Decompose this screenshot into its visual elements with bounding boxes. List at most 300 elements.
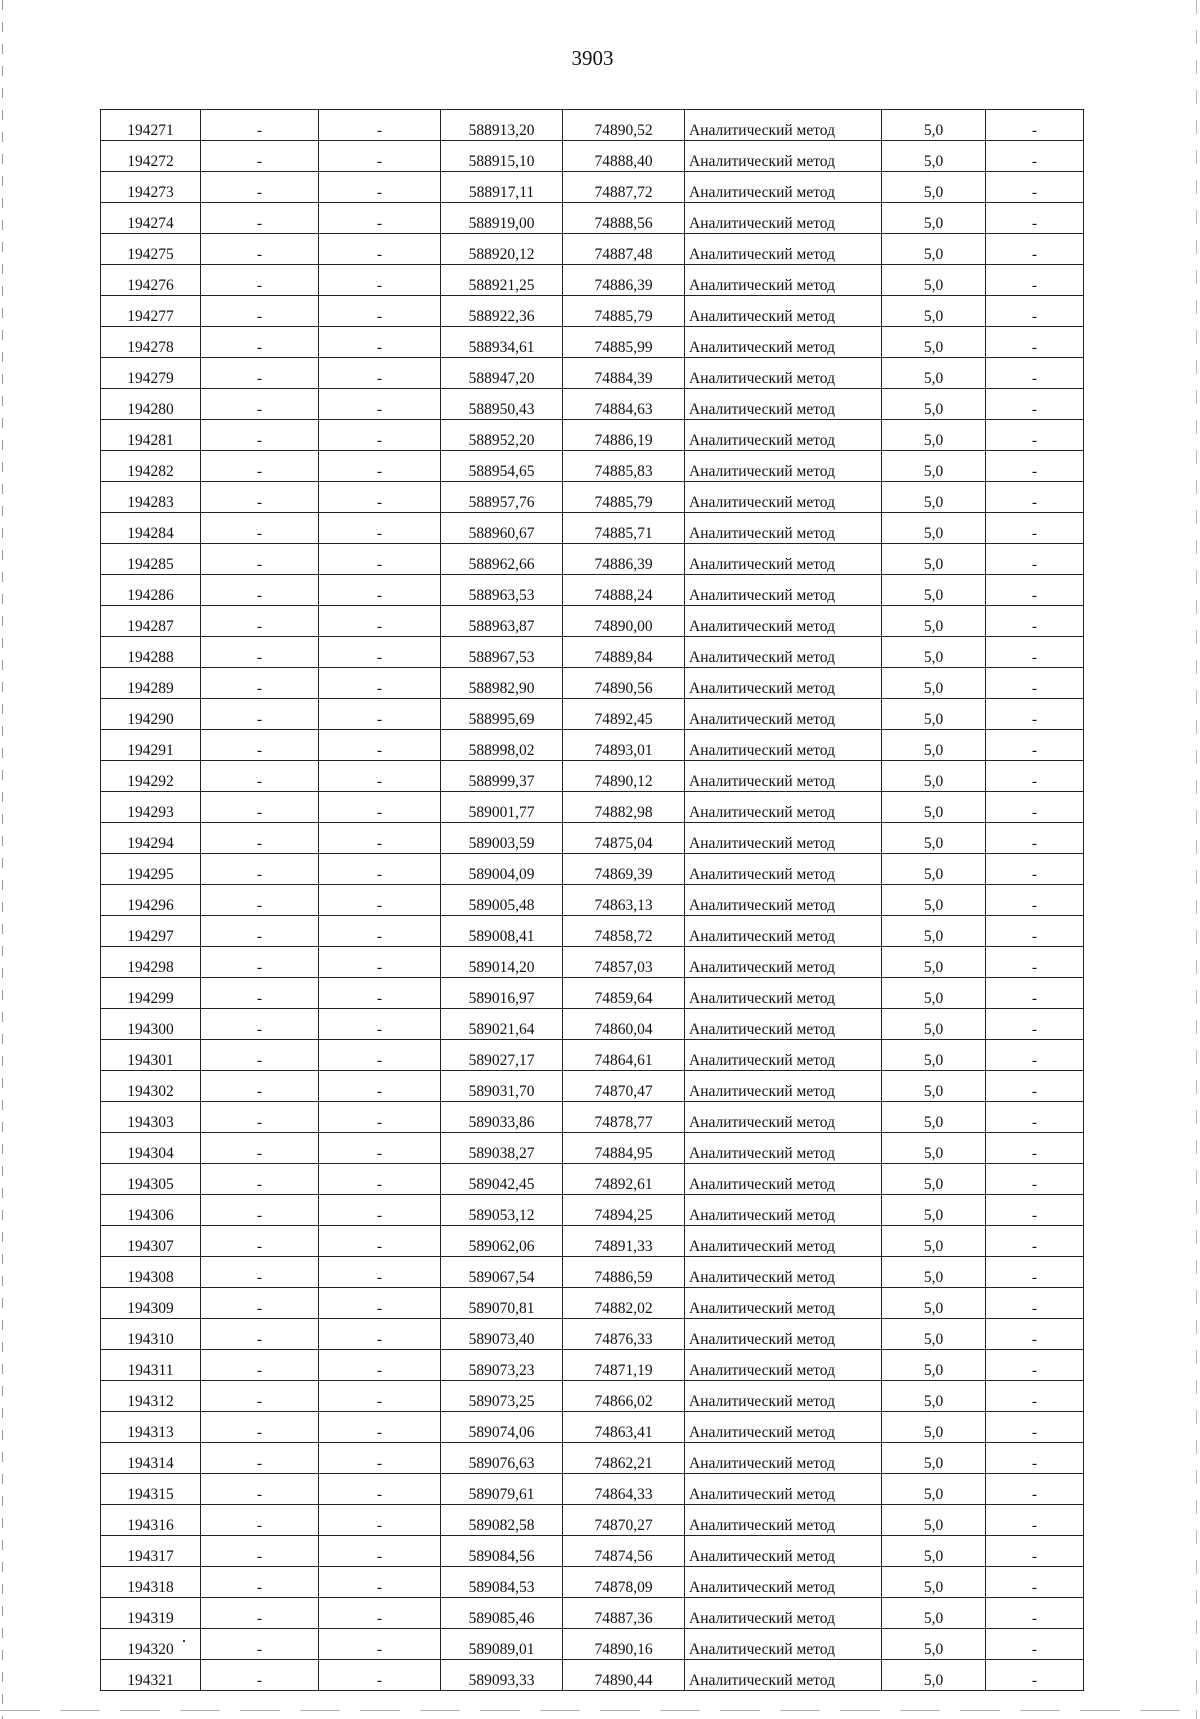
accuracy-cell: 5,0 (882, 1257, 986, 1288)
y-coordinate-cell: 74887,72 (563, 172, 685, 203)
column-2-cell: - (201, 1040, 319, 1071)
column-2-cell: - (201, 1536, 319, 1567)
column-3-cell: - (319, 1288, 441, 1319)
x-coordinate-cell: 588962,66 (441, 544, 563, 575)
method-cell: Аналитический метод (685, 854, 882, 885)
column-3-cell: - (319, 1257, 441, 1288)
point-id-cell: 194274 (101, 203, 201, 234)
x-coordinate-cell: 589062,06 (441, 1226, 563, 1257)
method-cell: Аналитический метод (685, 1474, 882, 1505)
scan-edge-right (1196, 0, 1197, 1719)
column-3-cell: - (319, 1505, 441, 1536)
x-coordinate-cell: 588995,69 (441, 699, 563, 730)
column-8-cell: - (986, 1009, 1084, 1040)
table-row (101, 358, 1084, 389)
y-coordinate-cell: 74863,41 (563, 1412, 685, 1443)
table-row (101, 1195, 1084, 1226)
column-2-cell: - (201, 110, 319, 141)
method-cell: Аналитический метод (685, 1536, 882, 1567)
table-row (101, 327, 1084, 358)
column-8-cell: - (986, 1505, 1084, 1536)
y-coordinate-cell: 74885,79 (563, 296, 685, 327)
y-coordinate-cell: 74890,52 (563, 110, 685, 141)
column-2-cell: - (201, 451, 319, 482)
table-row (101, 141, 1084, 172)
point-id-cell: 194315 (101, 1474, 201, 1505)
method-cell: Аналитический метод (685, 482, 882, 513)
column-3-cell: - (319, 1536, 441, 1567)
y-coordinate-cell: 74859,64 (563, 978, 685, 1009)
x-coordinate-cell: 588982,90 (441, 668, 563, 699)
column-2-cell: - (201, 885, 319, 916)
column-2-cell: - (201, 203, 319, 234)
column-2-cell: - (201, 792, 319, 823)
method-cell: Аналитический метод (685, 296, 882, 327)
point-id-cell: 194289 (101, 668, 201, 699)
point-id-cell: 194287 (101, 606, 201, 637)
point-id-cell: 194316 (101, 1505, 201, 1536)
accuracy-cell: 5,0 (882, 1071, 986, 1102)
x-coordinate-cell: 588934,61 (441, 327, 563, 358)
point-id-cell: 194298 (101, 947, 201, 978)
x-coordinate-cell: 589008,41 (441, 916, 563, 947)
column-2-cell: - (201, 1412, 319, 1443)
column-2-cell: - (201, 265, 319, 296)
column-8-cell: - (986, 1412, 1084, 1443)
method-cell: Аналитический метод (685, 172, 882, 203)
table-row (101, 1381, 1084, 1412)
y-coordinate-cell: 74890,12 (563, 761, 685, 792)
column-3-cell: - (319, 730, 441, 761)
method-cell: Аналитический метод (685, 761, 882, 792)
column-2-cell: - (201, 1629, 319, 1660)
table-row (101, 1009, 1084, 1040)
x-coordinate-cell: 589005,48 (441, 885, 563, 916)
column-3-cell: - (319, 916, 441, 947)
x-coordinate-cell: 589074,06 (441, 1412, 563, 1443)
table-row (101, 1257, 1084, 1288)
column-2-cell: - (201, 482, 319, 513)
column-3-cell: - (319, 1412, 441, 1443)
column-3-cell: - (319, 420, 441, 451)
column-8-cell: - (986, 1381, 1084, 1412)
method-cell: Аналитический метод (685, 1505, 882, 1536)
point-id-cell: 194303 (101, 1102, 201, 1133)
column-2-cell: - (201, 544, 319, 575)
method-cell: Аналитический метод (685, 637, 882, 668)
y-coordinate-cell: 74887,48 (563, 234, 685, 265)
accuracy-cell: 5,0 (882, 730, 986, 761)
method-cell: Аналитический метод (685, 575, 882, 606)
method-cell: Аналитический метод (685, 1381, 882, 1412)
point-id-cell: 194293 (101, 792, 201, 823)
method-cell: Аналитический метод (685, 1443, 882, 1474)
column-8-cell: - (986, 203, 1084, 234)
column-3-cell: - (319, 1350, 441, 1381)
column-8-cell: - (986, 978, 1084, 1009)
column-3-cell: - (319, 482, 441, 513)
y-coordinate-cell: 74888,24 (563, 575, 685, 606)
y-coordinate-cell: 74882,02 (563, 1288, 685, 1319)
method-cell: Аналитический метод (685, 606, 882, 637)
y-coordinate-cell: 74862,21 (563, 1443, 685, 1474)
accuracy-cell: 5,0 (882, 358, 986, 389)
accuracy-cell: 5,0 (882, 110, 986, 141)
y-coordinate-cell: 74890,44 (563, 1660, 685, 1691)
point-id-cell: 194286 (101, 575, 201, 606)
column-2-cell: - (201, 854, 319, 885)
x-coordinate-cell: 589073,25 (441, 1381, 563, 1412)
column-3-cell: - (319, 1226, 441, 1257)
y-coordinate-cell: 74857,03 (563, 947, 685, 978)
point-id-cell: 194320 (101, 1629, 201, 1660)
column-3-cell: - (319, 110, 441, 141)
method-cell: Аналитический метод (685, 110, 882, 141)
column-3-cell: - (319, 1133, 441, 1164)
column-2-cell: - (201, 1226, 319, 1257)
method-cell: Аналитический метод (685, 1350, 882, 1381)
point-id-cell: 194280 (101, 389, 201, 420)
method-cell: Аналитический метод (685, 1102, 882, 1133)
column-3-cell: - (319, 1164, 441, 1195)
column-8-cell: - (986, 358, 1084, 389)
point-id-cell: 194310 (101, 1319, 201, 1350)
table-row (101, 916, 1084, 947)
y-coordinate-cell: 74863,13 (563, 885, 685, 916)
column-8-cell: - (986, 668, 1084, 699)
method-cell: Аналитический метод (685, 947, 882, 978)
point-id-cell: 194273 (101, 172, 201, 203)
accuracy-cell: 5,0 (882, 1443, 986, 1474)
column-2-cell: - (201, 637, 319, 668)
method-cell: Аналитический метод (685, 1319, 882, 1350)
x-coordinate-cell: 588952,20 (441, 420, 563, 451)
accuracy-cell: 5,0 (882, 1629, 986, 1660)
column-3-cell: - (319, 1071, 441, 1102)
column-8-cell: - (986, 451, 1084, 482)
table-row (101, 1412, 1084, 1443)
table-row (101, 699, 1084, 730)
method-cell: Аналитический метод (685, 699, 882, 730)
method-cell: Аналитический метод (685, 792, 882, 823)
column-8-cell: - (986, 854, 1084, 885)
x-coordinate-cell: 588922,36 (441, 296, 563, 327)
accuracy-cell: 5,0 (882, 1164, 986, 1195)
table-row (101, 1102, 1084, 1133)
accuracy-cell: 5,0 (882, 1505, 986, 1536)
y-coordinate-cell: 74890,16 (563, 1629, 685, 1660)
y-coordinate-cell: 74888,40 (563, 141, 685, 172)
y-coordinate-cell: 74889,84 (563, 637, 685, 668)
method-cell: Аналитический метод (685, 1040, 882, 1071)
y-coordinate-cell: 74860,04 (563, 1009, 685, 1040)
y-coordinate-cell: 74888,56 (563, 203, 685, 234)
y-coordinate-cell: 74869,39 (563, 854, 685, 885)
column-8-cell: - (986, 947, 1084, 978)
point-id-cell: 194299 (101, 978, 201, 1009)
column-8-cell: - (986, 885, 1084, 916)
point-id-cell: 194285 (101, 544, 201, 575)
column-2-cell: - (201, 1102, 319, 1133)
x-coordinate-cell: 589003,59 (441, 823, 563, 854)
point-id-cell: 194295 (101, 854, 201, 885)
column-3-cell: - (319, 1102, 441, 1133)
accuracy-cell: 5,0 (882, 1102, 986, 1133)
accuracy-cell: 5,0 (882, 234, 986, 265)
accuracy-cell: 5,0 (882, 544, 986, 575)
point-id-cell: 194275 (101, 234, 201, 265)
accuracy-cell: 5,0 (882, 1660, 986, 1691)
table-row (101, 823, 1084, 854)
method-cell: Аналитический метод (685, 1412, 882, 1443)
column-3-cell: - (319, 1629, 441, 1660)
point-id-cell: 194288 (101, 637, 201, 668)
y-coordinate-cell: 74890,56 (563, 668, 685, 699)
y-coordinate-cell: 74878,77 (563, 1102, 685, 1133)
method-cell: Аналитический метод (685, 544, 882, 575)
y-coordinate-cell: 74878,09 (563, 1567, 685, 1598)
table-row (101, 761, 1084, 792)
column-8-cell: - (986, 1350, 1084, 1381)
x-coordinate-cell: 588947,20 (441, 358, 563, 389)
x-coordinate-cell: 588915,10 (441, 141, 563, 172)
point-id-cell: 194297 (101, 916, 201, 947)
table-row (101, 389, 1084, 420)
point-id-cell: 194302 (101, 1071, 201, 1102)
column-2-cell: - (201, 420, 319, 451)
table-row (101, 730, 1084, 761)
column-8-cell: - (986, 296, 1084, 327)
x-coordinate-cell: 589016,97 (441, 978, 563, 1009)
table-row (101, 420, 1084, 451)
column-2-cell: - (201, 978, 319, 1009)
column-2-cell: - (201, 606, 319, 637)
table-row (101, 1660, 1084, 1691)
column-2-cell: - (201, 1257, 319, 1288)
y-coordinate-cell: 74892,45 (563, 699, 685, 730)
table-row (101, 606, 1084, 637)
column-8-cell: - (986, 1443, 1084, 1474)
point-id-cell: 194276 (101, 265, 201, 296)
x-coordinate-cell: 588913,20 (441, 110, 563, 141)
point-id-cell: 194278 (101, 327, 201, 358)
method-cell: Аналитический метод (685, 978, 882, 1009)
accuracy-cell: 5,0 (882, 203, 986, 234)
column-2-cell: - (201, 1474, 319, 1505)
y-coordinate-cell: 74882,98 (563, 792, 685, 823)
column-2-cell: - (201, 1071, 319, 1102)
y-coordinate-cell: 74885,99 (563, 327, 685, 358)
column-8-cell: - (986, 1474, 1084, 1505)
method-cell: Аналитический метод (685, 1071, 882, 1102)
column-3-cell: - (319, 637, 441, 668)
table-row (101, 1288, 1084, 1319)
accuracy-cell: 5,0 (882, 1536, 986, 1567)
column-2-cell: - (201, 172, 319, 203)
column-3-cell: - (319, 699, 441, 730)
column-3-cell: - (319, 947, 441, 978)
x-coordinate-cell: 589042,45 (441, 1164, 563, 1195)
table-row (101, 1133, 1084, 1164)
accuracy-cell: 5,0 (882, 451, 986, 482)
y-coordinate-cell: 74886,39 (563, 265, 685, 296)
x-coordinate-cell: 588960,67 (441, 513, 563, 544)
accuracy-cell: 5,0 (882, 1350, 986, 1381)
accuracy-cell: 5,0 (882, 1474, 986, 1505)
accuracy-cell: 5,0 (882, 513, 986, 544)
table-row (101, 1319, 1084, 1350)
column-3-cell: - (319, 544, 441, 575)
accuracy-cell: 5,0 (882, 327, 986, 358)
point-id-cell: 194292 (101, 761, 201, 792)
y-coordinate-cell: 74893,01 (563, 730, 685, 761)
x-coordinate-cell: 589001,77 (441, 792, 563, 823)
column-2-cell: - (201, 327, 319, 358)
column-3-cell: - (319, 358, 441, 389)
column-3-cell: - (319, 451, 441, 482)
column-8-cell: - (986, 327, 1084, 358)
column-8-cell: - (986, 1226, 1084, 1257)
method-cell: Аналитический метод (685, 1629, 882, 1660)
point-id-cell: 194283 (101, 482, 201, 513)
x-coordinate-cell: 588967,53 (441, 637, 563, 668)
column-2-cell: - (201, 1319, 319, 1350)
x-coordinate-cell: 588917,11 (441, 172, 563, 203)
page-number: 3903 (571, 46, 614, 70)
point-id-cell: 194281 (101, 420, 201, 451)
point-id-cell: 194272 (101, 141, 201, 172)
table-row (101, 1536, 1084, 1567)
column-3-cell: - (319, 327, 441, 358)
table-row (101, 513, 1084, 544)
point-id-cell: 194317 (101, 1536, 201, 1567)
point-id-cell: 194300 (101, 1009, 201, 1040)
accuracy-cell: 5,0 (882, 482, 986, 513)
method-cell: Аналитический метод (685, 234, 882, 265)
column-2-cell: - (201, 1133, 319, 1164)
method-cell: Аналитический метод (685, 141, 882, 172)
accuracy-cell: 5,0 (882, 1133, 986, 1164)
point-id-cell: 194296 (101, 885, 201, 916)
x-coordinate-cell: 589033,86 (441, 1102, 563, 1133)
column-8-cell: - (986, 761, 1084, 792)
y-coordinate-cell: 74864,61 (563, 1040, 685, 1071)
table-row (101, 1505, 1084, 1536)
column-2-cell: - (201, 699, 319, 730)
column-3-cell: - (319, 513, 441, 544)
column-2-cell: - (201, 1505, 319, 1536)
table-row (101, 296, 1084, 327)
coordinates-table (100, 109, 1084, 1691)
column-8-cell: - (986, 1040, 1084, 1071)
y-coordinate-cell: 74870,27 (563, 1505, 685, 1536)
point-id-cell: 194305 (101, 1164, 201, 1195)
accuracy-cell: 5,0 (882, 916, 986, 947)
x-coordinate-cell: 589073,23 (441, 1350, 563, 1381)
column-8-cell: - (986, 1257, 1084, 1288)
x-coordinate-cell: 589076,63 (441, 1443, 563, 1474)
x-coordinate-cell: 589070,81 (441, 1288, 563, 1319)
accuracy-cell: 5,0 (882, 1195, 986, 1226)
column-8-cell: - (986, 513, 1084, 544)
method-cell: Аналитический метод (685, 823, 882, 854)
point-id-cell: 194271 (101, 110, 201, 141)
x-coordinate-cell: 588963,87 (441, 606, 563, 637)
x-coordinate-cell: 588954,65 (441, 451, 563, 482)
column-3-cell: - (319, 203, 441, 234)
method-cell: Аналитический метод (685, 1164, 882, 1195)
accuracy-cell: 5,0 (882, 823, 986, 854)
x-coordinate-cell: 589079,61 (441, 1474, 563, 1505)
point-id-cell: 194321 (101, 1660, 201, 1691)
column-8-cell: - (986, 606, 1084, 637)
table-row (101, 203, 1084, 234)
y-coordinate-cell: 74890,00 (563, 606, 685, 637)
table-row (101, 947, 1084, 978)
method-cell: Аналитический метод (685, 389, 882, 420)
x-coordinate-cell: 589085,46 (441, 1598, 563, 1629)
table-row (101, 1350, 1084, 1381)
table-row (101, 637, 1084, 668)
method-cell: Аналитический метод (685, 916, 882, 947)
column-2-cell: - (201, 1381, 319, 1412)
column-2-cell: - (201, 1443, 319, 1474)
column-3-cell: - (319, 1195, 441, 1226)
table-row (101, 544, 1084, 575)
method-cell: Аналитический метод (685, 1567, 882, 1598)
column-3-cell: - (319, 792, 441, 823)
point-id-cell: 194312 (101, 1381, 201, 1412)
method-cell: Аналитический метод (685, 420, 882, 451)
method-cell: Аналитический метод (685, 1288, 882, 1319)
column-3-cell: - (319, 885, 441, 916)
column-2-cell: - (201, 947, 319, 978)
table-row (101, 1629, 1084, 1660)
table-row (101, 482, 1084, 513)
table-row (101, 885, 1084, 916)
point-id-cell: 194314 (101, 1443, 201, 1474)
x-coordinate-cell: 589082,58 (441, 1505, 563, 1536)
table-row (101, 1226, 1084, 1257)
x-coordinate-cell: 588998,02 (441, 730, 563, 761)
column-2-cell: - (201, 730, 319, 761)
table-row (101, 265, 1084, 296)
column-3-cell: - (319, 1381, 441, 1412)
column-3-cell: - (319, 823, 441, 854)
column-3-cell: - (319, 1319, 441, 1350)
point-id-cell: 194319 (101, 1598, 201, 1629)
point-id-cell: 194306 (101, 1195, 201, 1226)
x-coordinate-cell: 588963,53 (441, 575, 563, 606)
x-coordinate-cell: 588919,00 (441, 203, 563, 234)
x-coordinate-cell: 588920,12 (441, 234, 563, 265)
column-2-cell: - (201, 916, 319, 947)
accuracy-cell: 5,0 (882, 792, 986, 823)
column-8-cell: - (986, 1071, 1084, 1102)
accuracy-cell: 5,0 (882, 854, 986, 885)
accuracy-cell: 5,0 (882, 699, 986, 730)
x-coordinate-cell: 589021,64 (441, 1009, 563, 1040)
table-row (101, 575, 1084, 606)
column-2-cell: - (201, 1164, 319, 1195)
column-8-cell: - (986, 389, 1084, 420)
accuracy-cell: 5,0 (882, 296, 986, 327)
point-id-cell: 194294 (101, 823, 201, 854)
column-8-cell: - (986, 141, 1084, 172)
column-2-cell: - (201, 1195, 319, 1226)
table-row (101, 172, 1084, 203)
point-id-cell: 194290 (101, 699, 201, 730)
